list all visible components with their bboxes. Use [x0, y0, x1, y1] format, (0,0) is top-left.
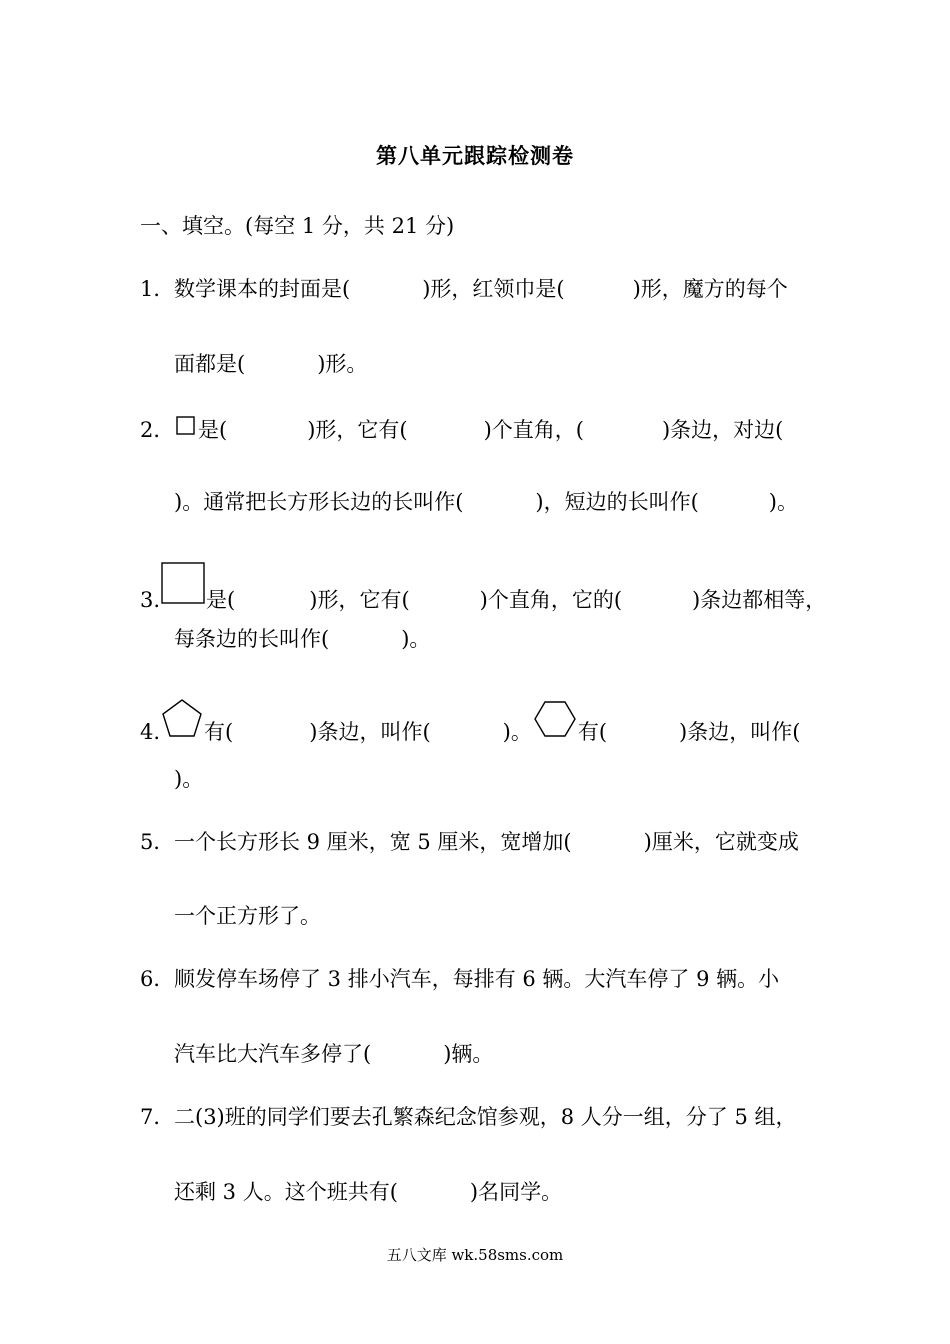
question-number: 6． — [140, 967, 175, 991]
question-number: 4. — [140, 720, 161, 744]
question-number: 3. — [140, 588, 161, 612]
question-2-line-2: )。通常把长方形长边的长叫作( )，短边的长叫作( )。 — [174, 490, 798, 514]
square-shape-icon — [160, 561, 206, 614]
question-number: 7． — [140, 1105, 175, 1129]
footer-watermark: 五八文库 wk.58sms.com — [386, 1246, 564, 1264]
question-4-line-2: )。 — [174, 767, 204, 791]
rectangle-shape-icon — [174, 413, 198, 444]
page-title: 第八单元跟踪检测卷 — [376, 143, 574, 168]
question-3-line-2: 每条边的长叫作( )。 — [174, 627, 431, 651]
question-6-line-2: 汽车比大汽车多停了( )辆。 — [174, 1042, 494, 1066]
question-7-line-1: 7．二(3)班的同学们要去孔繁森纪念馆参观，8 人分一组，分了 5 组， — [140, 1105, 797, 1129]
question-4-line-1: 4. 有( )条边，叫作( )。 有( )条边，叫作( — [140, 697, 800, 746]
question-number: 2． — [140, 418, 175, 442]
question-5-line-2: 一个正方形了。 — [174, 904, 321, 928]
question-3-line-1: 3. 是( )形，它有( )个直角，它的( )条边都相等， — [140, 561, 826, 614]
question-2-line-1: 2． 是( )形，它有( )个直角，( )条边，对边( — [140, 413, 783, 444]
question-1-line-1: 1．数学课本的封面是( )形，红领巾是( )形，魔方的每个 — [140, 277, 788, 301]
section-heading: 一、填空。(每空 1 分，共 21 分) — [140, 214, 455, 238]
question-5-line-1: 5．一个长方形长 9 厘米，宽 5 厘米，宽增加( )厘米，它就变成 — [140, 830, 799, 854]
question-1-line-2: 面都是( )形。 — [174, 352, 368, 376]
hexagon-shape-icon — [532, 699, 578, 746]
question-6-line-1: 6．顺发停车场停了 3 排小汽车，每排有 6 辆。大汽车停了 9 辆。小 — [140, 967, 780, 991]
question-number: 1． — [140, 277, 175, 301]
question-number: 5． — [140, 830, 175, 854]
question-7-line-2: 还剩 3 人。这个班共有( )名同学。 — [174, 1180, 563, 1204]
pentagon-shape-icon — [160, 697, 204, 746]
